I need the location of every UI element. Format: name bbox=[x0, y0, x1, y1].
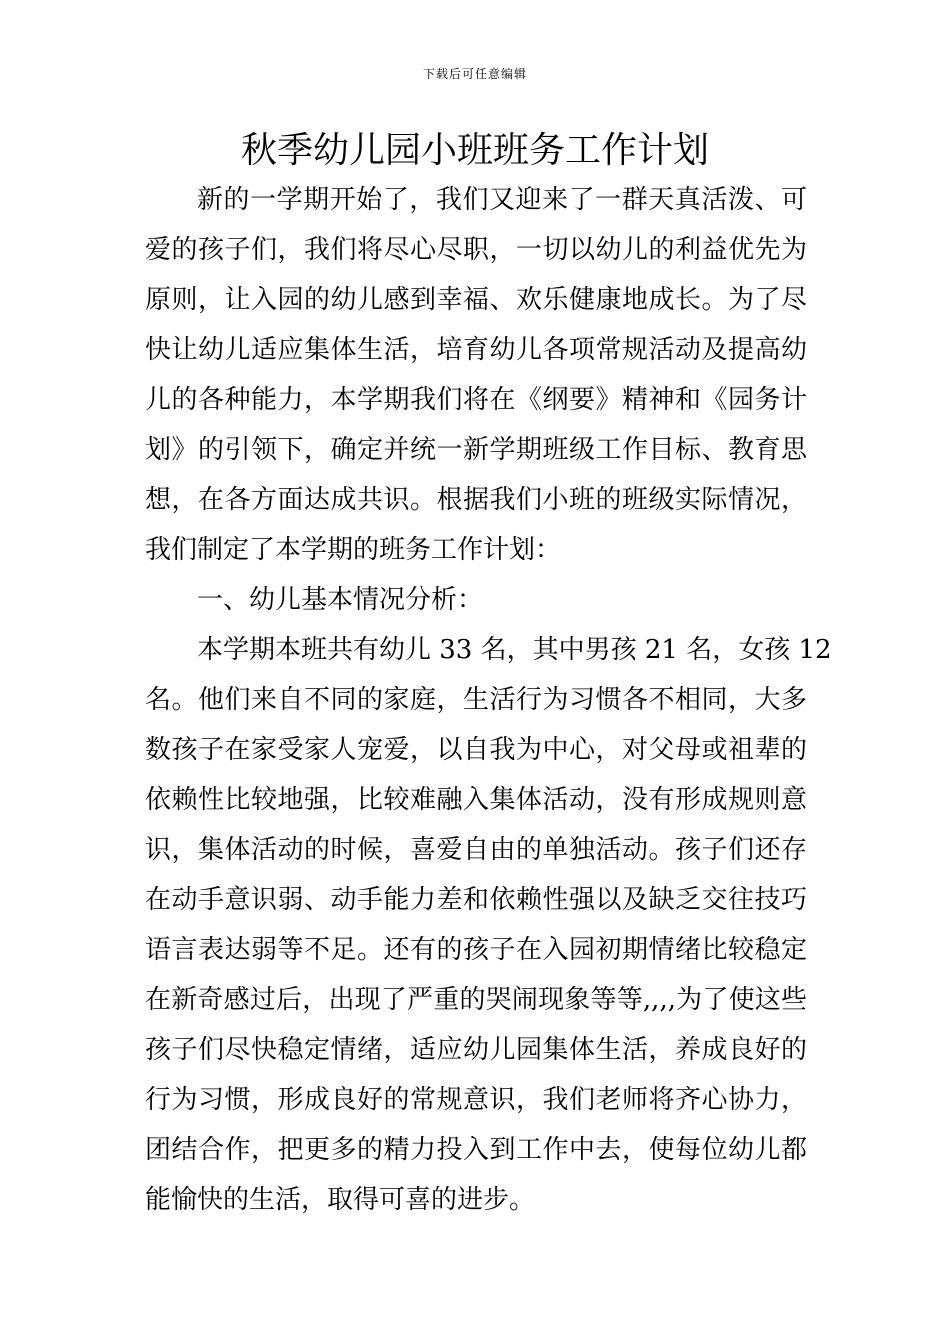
body-line: 行为习惯，形成良好的常规意识，我们老师将齐心协力， bbox=[145, 1085, 807, 1115]
body-line: 孩子们尽快稳定情绪，适应幼儿园集体生活，养成良好的 bbox=[145, 1035, 807, 1065]
body-line: 在动手意识弱、动手能力差和依赖性强以及缺乏交往技巧 bbox=[145, 885, 807, 915]
header-note: 下载后可任意编辑 bbox=[422, 67, 527, 81]
body-line: 本学期本班共有幼儿 33 名，其中男孩 21 名，女孩 12 bbox=[197, 635, 832, 665]
body-line: 能愉快的生活，取得可喜的进步。 bbox=[145, 1185, 536, 1215]
body-line: 想，在各方面达成共识。根据我们小班的班级实际情况， bbox=[145, 485, 807, 515]
body-line: 数孩子在家受家人宠爱，以自我为中心，对父母或祖辈的 bbox=[145, 735, 807, 765]
body-line: 在新奇感过后，出现了严重的哭闹现象等等,,,,为了使这些 bbox=[145, 985, 807, 1015]
body-line: 新的一学期开始了，我们又迎来了一群天真活泼、可 bbox=[197, 185, 807, 215]
body-line: 识，集体活动的时候，喜爱自由的单独活动。孩子们还存 bbox=[145, 835, 807, 865]
body-line: 划》的引领下，确定并统一新学期班级工作目标、教育思 bbox=[145, 435, 807, 465]
body-line: 我们制定了本学期的班务工作计划： bbox=[145, 535, 562, 565]
section-heading: 一、幼儿基本情况分析： bbox=[197, 585, 484, 615]
body-line: 快让幼儿适应集体生活，培育幼儿各项常规活动及提高幼 bbox=[145, 335, 807, 365]
body-line: 儿的各种能力，本学期我们将在《纲要》精神和《园务计 bbox=[145, 385, 807, 415]
body-line: 名。他们来自不同的家庭，生活行为习惯各不相同，大多 bbox=[145, 685, 807, 715]
body-line: 爱的孩子们，我们将尽心尽职，一切以幼儿的利益优先为 bbox=[145, 235, 807, 265]
document-body bbox=[145, 175, 832, 1225]
document-title: 秋季幼儿园小班班务工作计划 bbox=[240, 130, 709, 171]
body-line: 团结合作，把更多的精力投入到工作中去，使每位幼儿都 bbox=[145, 1135, 807, 1165]
body-line: 原则，让入园的幼儿感到幸福、欢乐健康地成长。为了尽 bbox=[145, 285, 807, 315]
body-line: 语言表达弱等不足。还有的孩子在入园初期情绪比较稳定 bbox=[145, 935, 807, 965]
body-line: 依赖性比较地强，比较难融入集体活动，没有形成规则意 bbox=[145, 785, 807, 815]
